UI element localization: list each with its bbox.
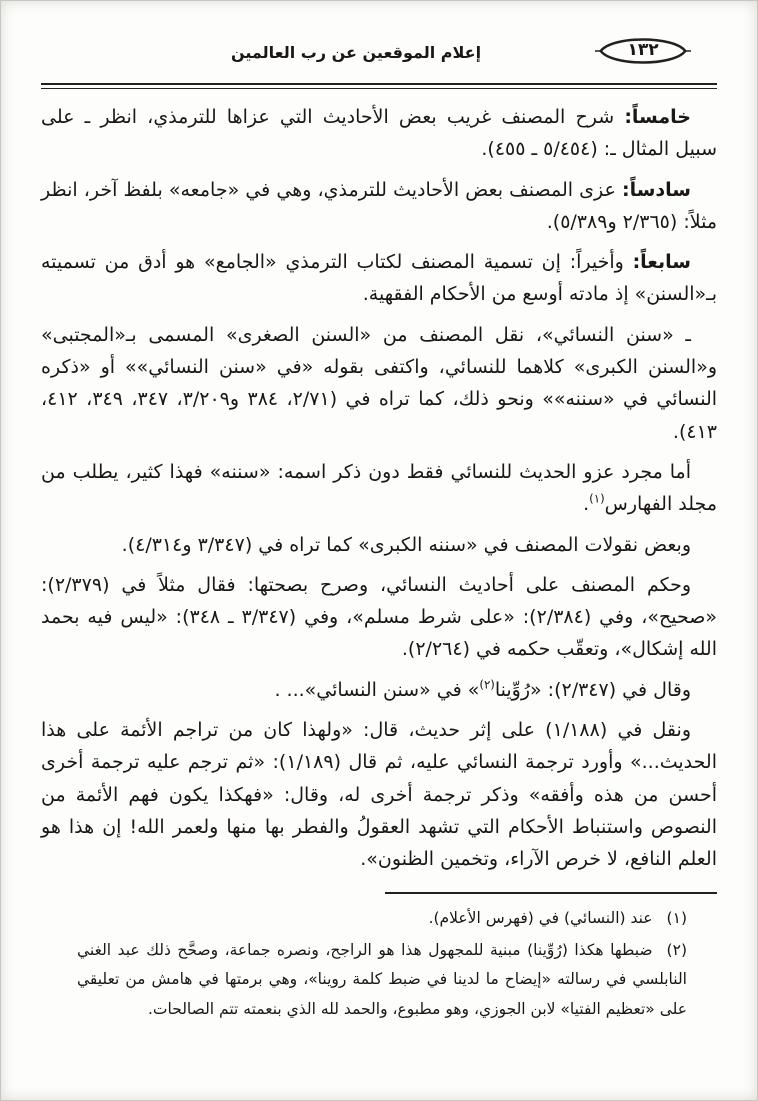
page-body <box>41 101 717 876</box>
footnote-separator <box>385 892 717 894</box>
paragraph-text: وقال في (٢/٣٤٧): «رُوِّينا <box>494 678 691 701</box>
paragraph-tail: . <box>583 493 590 516</box>
footnote-ref-1: (١) <box>589 491 605 506</box>
footnote-marker: (١) <box>666 908 687 927</box>
footnote <box>41 904 717 933</box>
paragraph <box>41 674 717 706</box>
paragraph <box>41 714 717 875</box>
paragraph-tail: » في «سنن النسائي»... . <box>274 678 480 701</box>
footnote-text: ضبطها هكذا (رُوِّينا) مبنية للمجهول هذا هو الراجح، ونصره جماعة، وصحَّح ذلك عبد الغني النابلسي في رسالته «إيضاح ما لدينا في ضبط كلمة روينا»، وهي برمتها في هامش من تعليقي على «تعظيم الفتيا» لابن الجوزي، وهو مطبوع، والحمد لله الذي بنعمته تتم الصالحات. <box>77 940 687 1018</box>
page-number: ١٣٢ <box>627 40 659 60</box>
paragraph <box>41 174 717 239</box>
paragraph-text: ونقل في (١/١٨٨) على إثر حديث، قال: «ولهذا كان من تراجم الأئمة على هذا الحديث...» وأورد ترجمة النسائي عليه، ثم قال (١/١٨٩): «ثم ترجم عليه ترجمة أخرى أحسن من هذه وأفقه» وذكر ترجمة أخرى له، وقال: «فهكذا يكون فهم الأئمة من النصوص واستنباط الأحكام التي تشهد العقولُ والفطر بها منها ولعمر الله! إن هذا هو العلم النافع، لا خرص الآراء، وتخمين الظنون». <box>41 719 717 871</box>
paragraph-text: وبعض نقولات المصنف في «سننه الكبرى» كما تراه في (٣/٣٤٧ و٤/٣١٤). <box>121 533 691 556</box>
footnote-ref-2: (٢) <box>479 677 495 692</box>
paragraph <box>41 101 717 166</box>
paragraph-text: عزى المصنف بعض الأحاديث للترمذي، وهي في «جامعه» بلفظ آخر، انظر مثلاً: (٢/٣٦٥ و٥/٣٨٩). <box>41 178 717 233</box>
paragraph <box>41 529 717 561</box>
page-number-ornament <box>595 31 691 71</box>
header-rule <box>41 83 717 89</box>
paragraph <box>41 456 717 521</box>
paragraph-text: وحكم المصنف على أحاديث النسائي، وصرح بصحتها: فقال مثلاً في (٢/٣٧٩): «صحيح»، وفي (٢/٣٨٤): «على شرط مسلم»، وفي (٣/٣٤٧ ـ ٣٤٨): «ليس فيه بحمد الله إشكال»، وتعقّب حكمه في (٢/٢٦٤). <box>41 573 717 661</box>
paragraph <box>41 319 717 448</box>
paragraph-lead: سابعاً: <box>632 251 691 274</box>
footnotes-section <box>41 892 717 1025</box>
paragraph-text: شرح المصنف غريب بعض الأحاديث التي عزاها للترمذي، انظر ـ على سبيل المثال ـ: (٥/٤٥٤ ـ ٤٥٥). <box>41 106 717 161</box>
paragraph <box>41 246 717 311</box>
footnote-text: عند (النسائي) في (فهرس الأعلام). <box>428 908 653 927</box>
paragraph <box>41 569 717 666</box>
footnote <box>41 936 717 1024</box>
paragraph-lead: خامساً: <box>624 106 691 128</box>
paragraph-lead: سادساً: <box>622 178 691 201</box>
paragraph-text: أما مجرد عزو الحديث للنسائي فقط دون ذكر اسمه: «سننه» فهذا كثير، يطلب من مجلد الفهارس <box>41 460 717 516</box>
page-header <box>41 27 717 81</box>
footnote-marker: (٢) <box>666 940 687 959</box>
book-title: إعلام الموقعين عن رب العالمين <box>231 43 482 62</box>
paragraph-text: وأخيراً: إن تسمية المصنف لكتاب الترمذي «الجامع» هو أدق من تسميته بـ«السنن» إذ مادته أوسع من الأحكام الفقهية. <box>41 251 717 306</box>
paragraph-text: ـ «سنن النسائي»، نقل المصنف من «السنن الصغرى» المسمى بـ«المجتبى» و«السنن الكبرى» كلاهما للنسائي، واكتفى بقوله «في «سنن النسائي»» أو «ذكره النسائي في «سننه»» ونحو ذلك، كما تراه في (٢/٧١، ٣٨٤ و٣/٢٠٩، ٣٤٧، ٣٤٩، ٤١٢، ٤١٣). <box>41 323 718 443</box>
